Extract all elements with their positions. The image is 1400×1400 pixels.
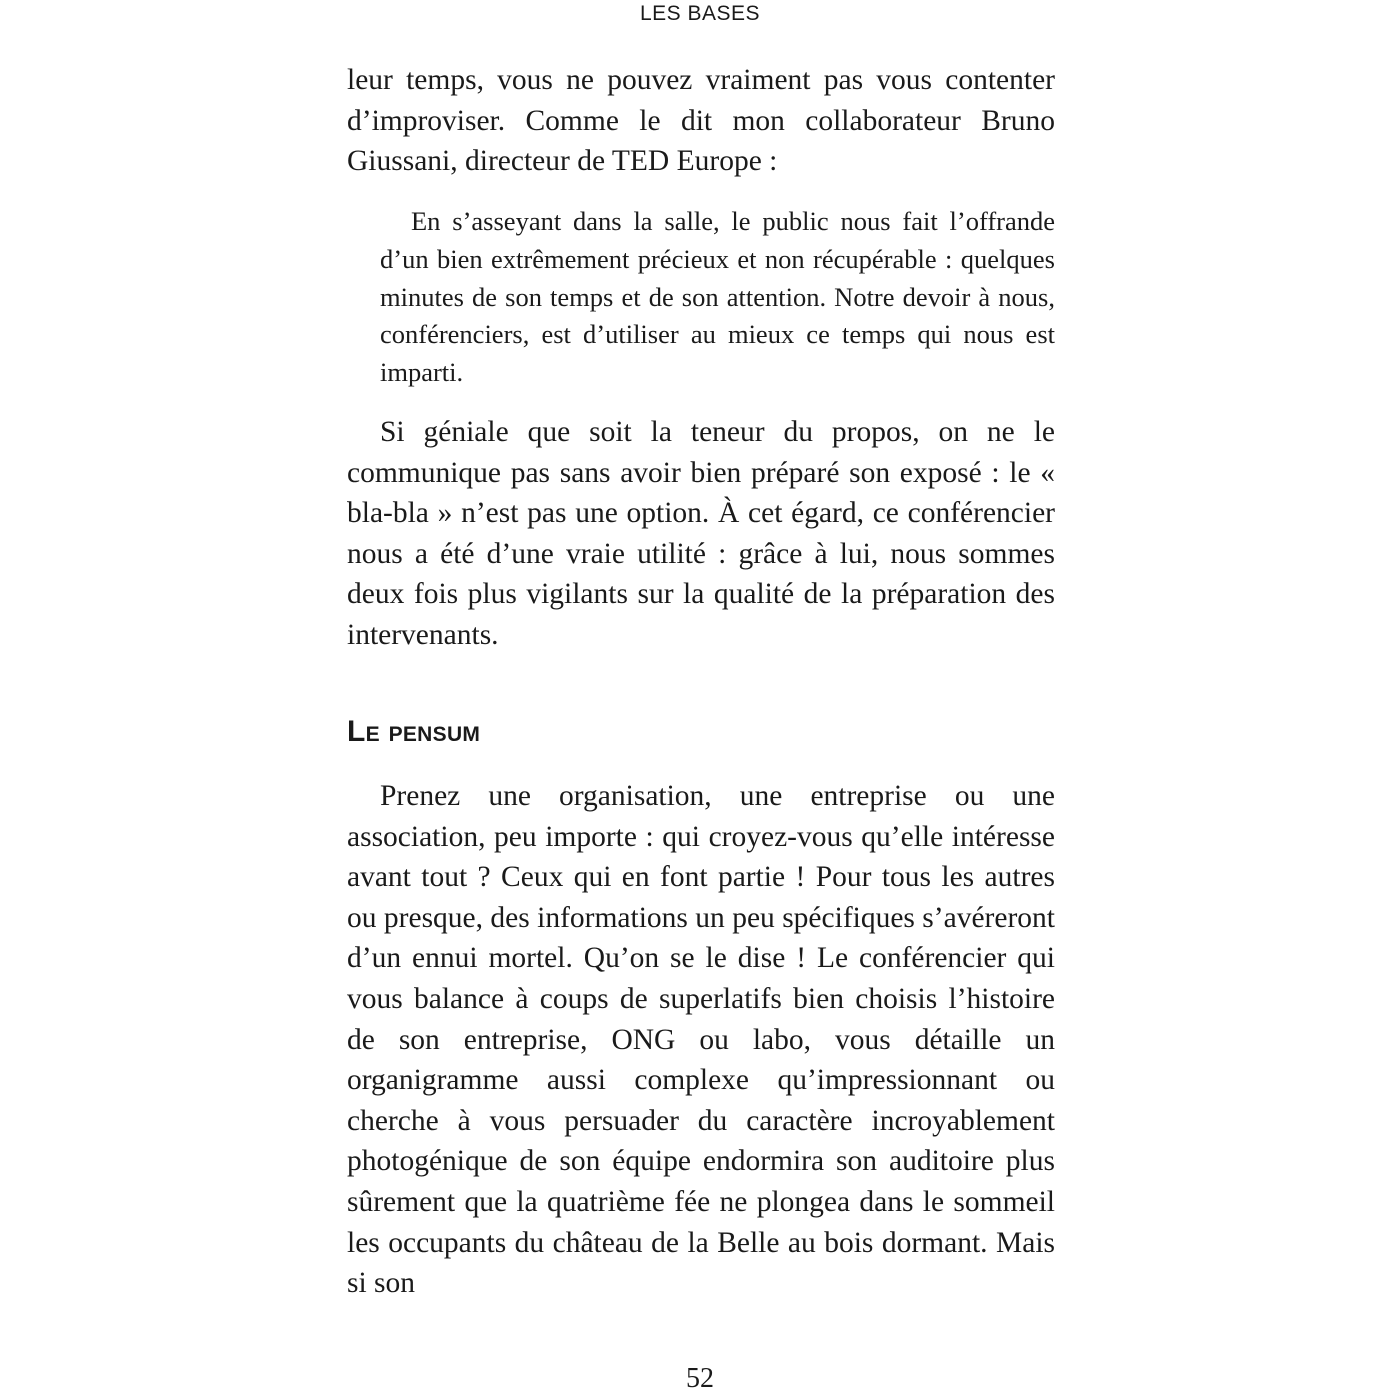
page-number: 52 <box>686 1363 714 1394</box>
block-quote: En s’asseyant dans la salle, le public nous fait l’offrande d’un bien extrêmement précieux et non récupérable : quelques minutes de son temps et de son attention. Notre devoir à nous, conférenciers, est d’utiliser au mieux ce temps qui nous est imparti. <box>380 206 1055 388</box>
paragraph-continuation: leur temps, vous ne pouvez vraiment pas vous contenter d’improviser. Comme le dit mon collaborateur Bruno Giussani, directeur de TED Europe : <box>347 64 1055 178</box>
section-heading: Le pensum <box>347 715 481 748</box>
running-head: LES BASES <box>639 2 761 25</box>
paragraph-2: Si géniale que soit la teneur du propos, on ne le communique pas sans avoir bien préparé son exposé : le « bla-bla » n’est pas une option. À cet égard, ce conférencier nous a été d’une vraie utilité : grâce à lui, nous sommes deux fois plus vigilants sur la qualité de la préparation des intervenants. <box>347 416 1055 651</box>
paragraph-3: Prenez une organisation, une entreprise ou une association, peu importe : qui croyez-vous qu’elle intéresse avant tout ? Ceux qui en font partie ! Pour tous les autres ou presque, des informations un peu spécifiques s’avéreront d’un ennui mortel. Qu’on se le dise ! Le conférencier qui vous balance à coups de superlatifs bien choisis l’histoire de son entreprise, ONG ou labo, vous détaille un organigramme aussi complexe qu’impressionnant ou cherche à vous persuader du caractère incroyablement photogénique de son équipe endormira son auditoire plus sûrement que la quatrième fée ne plongea dans le sommeil les occupants du château de la Belle au bois dormant. Mais si son <box>347 780 1055 1300</box>
